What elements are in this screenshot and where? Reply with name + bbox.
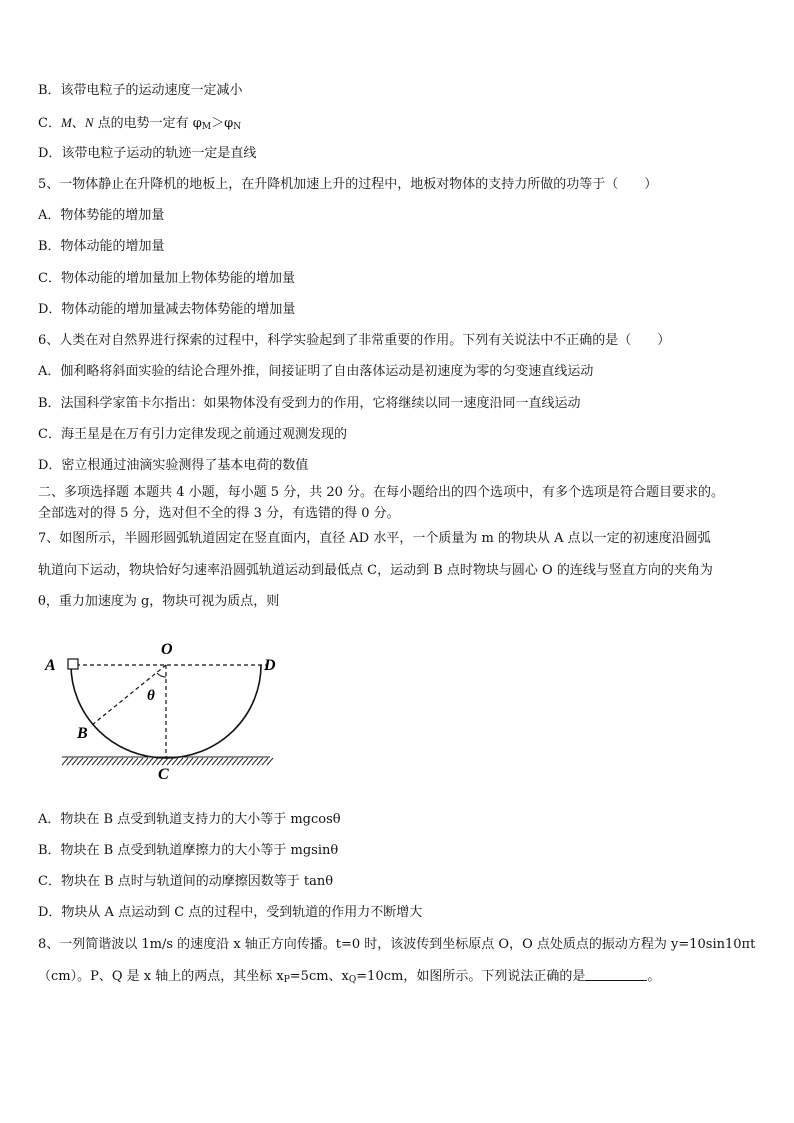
q6-option-d: D．密立根通过油滴实验测得了基本电荷的数值 (38, 458, 309, 473)
q8-line2-part1: （cm）。P、Q 是 x 轴上的两点，其坐标 x (38, 969, 284, 984)
q4-option-c-sub1: M (201, 122, 212, 132)
q6-option-b: B．法国科学家笛卡尔指出：如果物体没有受到力的作用，它将继续以同一速度沿同一直线运动 (38, 396, 581, 411)
q4-option-c-prefix: C． (38, 116, 61, 131)
q5-option-b: B．物体动能的增加量 (38, 239, 165, 254)
radius-ob (92, 665, 166, 725)
q6-option-c: C．海王星是在万有引力定律发现之前通过观测发现的 (38, 427, 347, 442)
block-a (68, 659, 78, 669)
q7-option-d: D．物块从 A 点运动到 C 点的过程中，受到轨道的作用力不断增大 (38, 905, 423, 920)
q8-line2-part3: =10cm，如图所示。下列说法正确的是 (356, 969, 586, 984)
q4-option-c-m: M (60, 115, 72, 130)
q7-option-a: A．物块在 B 点受到轨道支持力的大小等于 mgcosθ (38, 812, 341, 827)
q4-option-c-sub2: N (233, 122, 242, 132)
label-b: B (77, 725, 88, 742)
q5-stem: 5、一物体静止在升降机的地板上，在升降机加速上升的过程中，地板对物体的支持力所做的功等于（ ） (38, 177, 658, 192)
q6-stem: 6、人类在对自然界进行探索的过程中，科学实验起到了非常重要的作用。下列有关说法中不正确的是（ ） (38, 333, 671, 348)
q8-line2-end: 。 (647, 969, 661, 984)
q8-stem-line2 (38, 968, 660, 988)
label-d: D (264, 657, 276, 674)
q4-option-c-tail: 点的电势一定有 φ (93, 116, 202, 131)
q7-stem-line1: 7、如图所示，半圆形圆弧轨道固定在竖直面内，直径 AD 水平，一个质量为 m 的物块从 A 点以一定的初速度沿圆弧 (38, 531, 711, 546)
q4-option-d: D．该带电粒子运动的轨迹一定是直线 (38, 146, 257, 161)
section2-heading-line2: 全部选对的得 5 分，选对但不全的得 3 分，有选错的得 0 分。 (38, 506, 400, 521)
q5-option-d: D．物体动能的增加量减去物体势能的增加量 (38, 302, 296, 317)
section2-heading-line1: 二、多项选择题 本题共 4 小题，每小题 5 分，共 20 分。在每小题给出的四个选项中，有多个选项是符合题目要求的。 (38, 485, 725, 500)
q7-option-c: C．物块在 B 点时与轨道间的动摩擦因数等于 tanθ (38, 874, 334, 889)
label-c: C (158, 766, 169, 783)
q5-option-a: A．物体势能的增加量 (38, 208, 165, 223)
answer-blank[interactable] (585, 968, 647, 981)
label-theta: θ (147, 688, 155, 704)
q7-stem-line3: θ，重力加速度为 g，物块可视为质点，则 (38, 594, 280, 609)
q7-stem-line2: 轨道向下运动，物块恰好匀速率沿圆弧轨道运动到最低点 C，运动到 B 点时物块与圆心 O 的连线与竖直方向的夹角为 (38, 563, 713, 578)
q4-option-c-n: N (84, 115, 94, 130)
q4-option-c (38, 115, 241, 135)
angle-arc (157, 673, 166, 677)
q8-stem-line1: 8、一列简谐波以 1m/s 的速度沿 x 轴正方向传播。t=0 时，该波传到坐标原点 O，O 点处质点的振动方程为 y=10sin10πt (38, 937, 756, 952)
q8-line2-sub-p: P (283, 975, 290, 985)
q4-option-c-mid: 、 (71, 116, 85, 131)
q8-line2-sub-q: Q (348, 975, 357, 985)
label-a: A (45, 657, 56, 674)
q4-option-c-gt: ＞φ (211, 116, 234, 131)
q7-figure (40, 625, 300, 785)
q4-option-b: B．该带电粒子的运动速度一定减小 (38, 83, 243, 98)
q6-option-a: A．伽利略将斜面实验的结论合理外推，间接证明了自由落体运动是初速度为零的匀变速直线运动 (38, 364, 594, 379)
q7-option-b: B．物块在 B 点受到轨道摩擦力的大小等于 mgsinθ (38, 843, 339, 858)
label-o: O (161, 641, 173, 658)
q5-option-c: C．物体动能的增加量加上物体势能的增加量 (38, 271, 295, 286)
q8-line2-part2: =5cm、x (289, 969, 349, 984)
